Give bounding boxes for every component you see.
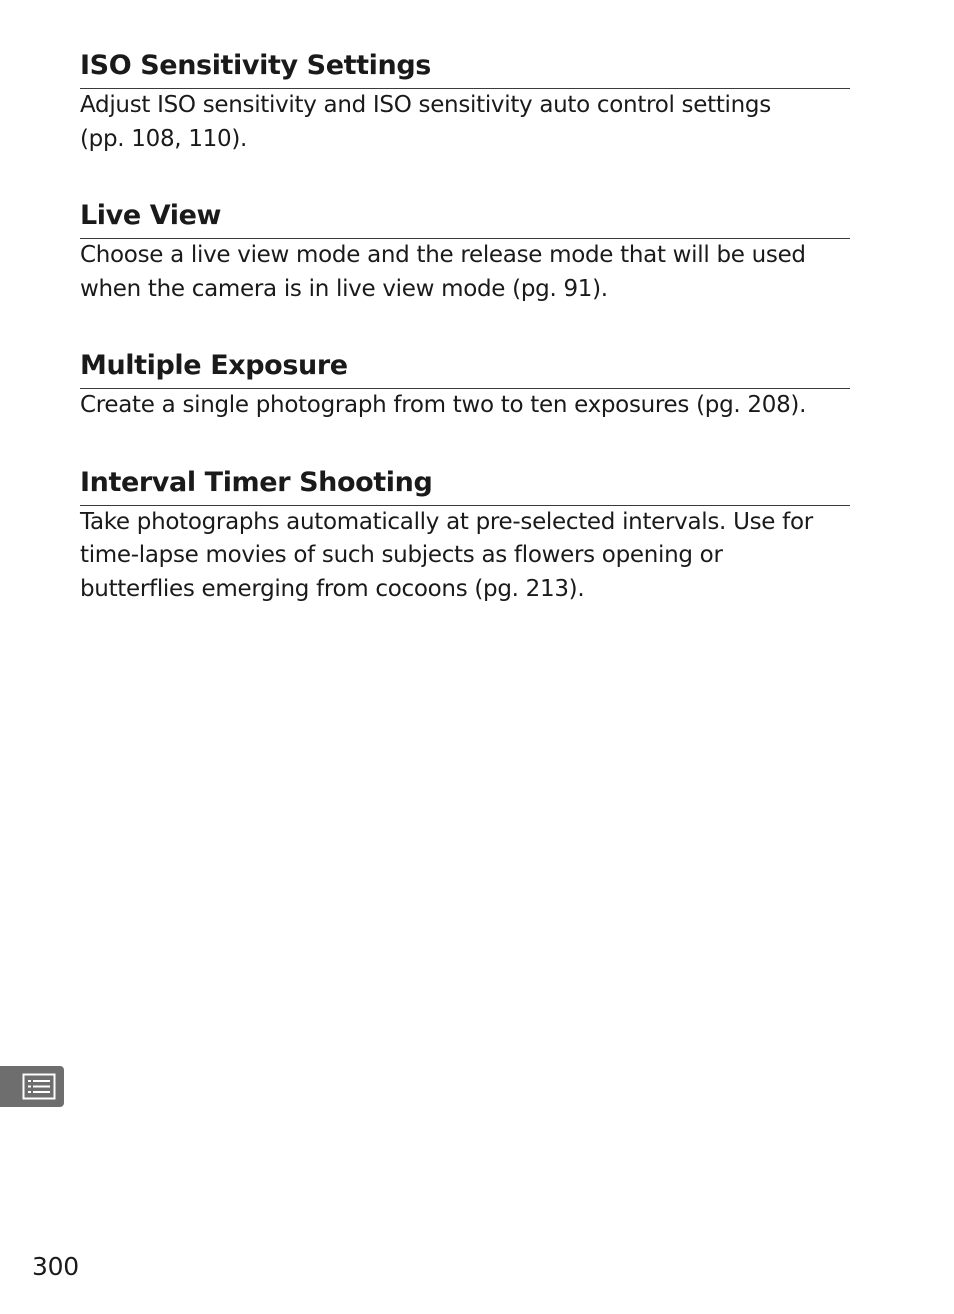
body-line: (pp. 108, 110). — [80, 125, 248, 152]
section-body — [80, 89, 850, 156]
page-number: 300 — [32, 1252, 79, 1281]
section-heading: ISO Sensitivity Settings — [80, 46, 850, 89]
body-line: butterflies emerging from cocoons (pg. 213). — [80, 575, 585, 602]
menu-list-icon — [22, 1073, 56, 1100]
body-line: Adjust ISO sensitivity and ISO sensitivity auto control settings — [80, 92, 771, 118]
body-line: time-lapse movies of such subjects as flowers opening or — [80, 542, 723, 568]
document-content — [80, 46, 850, 646]
body-line: Create a single photograph from two to ten exposures (pg. 208). — [80, 392, 807, 418]
section-multiple-exposure — [80, 346, 850, 423]
section-heading: Interval Timer Shooting — [80, 463, 850, 506]
section-body — [80, 506, 850, 607]
body-line: Take photographs automatically at pre-selected intervals. Use for — [80, 508, 813, 535]
section-heading: Multiple Exposure — [80, 346, 850, 389]
section-live-view — [80, 196, 850, 306]
section-heading: Live View — [80, 196, 850, 239]
section-interval-timer-shooting — [80, 463, 850, 607]
section-body — [80, 389, 850, 423]
section-body — [80, 239, 850, 306]
section-iso-sensitivity-settings — [80, 46, 850, 156]
body-line: Choose a live view mode and the release mode that will be used — [80, 242, 806, 268]
menu-guide-tab[interactable] — [0, 1066, 64, 1107]
body-line: when the camera is in live view mode (pg. 91). — [80, 275, 608, 302]
